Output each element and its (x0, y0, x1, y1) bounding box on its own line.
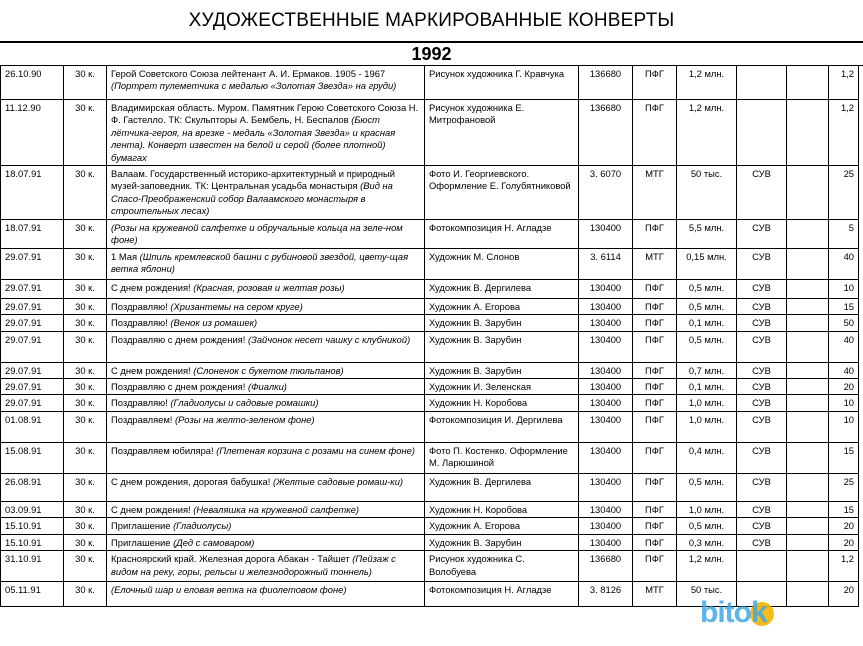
table-row (1, 166, 859, 220)
price-cell: 30 к. (64, 331, 107, 362)
circulation-cell: 5,5 млн. (677, 220, 737, 249)
number-cell: 130400 (579, 501, 633, 517)
catalog-value-cell: 50 (829, 315, 859, 331)
description-cell (107, 395, 425, 411)
subtype-cell: СУВ (737, 473, 787, 501)
description-text: Красноярский край. Железная дорога Абакан - Тайшет (111, 553, 353, 565)
description-italic: (Шпиль кремлевской башни с рубиновой звездой, цвету-щая ветка яблони) (111, 250, 409, 275)
artist-cell: Художник В. Зарубин (425, 331, 579, 362)
artist-cell: Рисунок художника С. Волобуева (425, 551, 579, 582)
print-method-cell: МТГ (633, 248, 677, 279)
description-cell (107, 315, 425, 331)
artist-cell: Художник В. Дергилева (425, 473, 579, 501)
envelopes-table (0, 65, 859, 607)
table-row (1, 248, 859, 279)
extra-cell (787, 220, 829, 249)
catalog-value-cell: 10 (829, 395, 859, 411)
subtype-cell: СУВ (737, 279, 787, 298)
circulation-cell: 0,7 млн. (677, 362, 737, 378)
description-italic: (Гладиолусы) (173, 520, 232, 532)
table-row (1, 534, 859, 550)
description-text: С днем рождения! (111, 364, 194, 376)
description-text: Валаам. Государственный историко-архитектурный и природный музей-заповедник. ТК: Центральная усадьба монастыря (111, 168, 395, 192)
circulation-cell: 0,5 млн. (677, 298, 737, 314)
table-row (1, 362, 859, 378)
date-cell: 01.08.91 (1, 411, 64, 442)
artist-cell: Художник Н. Коробова (425, 395, 579, 411)
number-cell: 3. 8126 (579, 582, 633, 607)
extra-cell (787, 248, 829, 279)
catalog-value-cell: 20 (829, 582, 859, 607)
description-text: Герой Советского Союза лейтенант А. И. Ермаков. 1905 - 1967 (111, 68, 386, 79)
extra-cell (787, 331, 829, 362)
catalog-value-cell: 5 (829, 220, 859, 249)
description-text: Поздравляем юбиляра! (111, 444, 217, 456)
circulation-cell: 0,15 млн. (677, 248, 737, 279)
print-method-cell: ПФГ (633, 473, 677, 501)
description-italic: (Гладиолусы и садовые ромашки) (170, 397, 319, 409)
date-cell: 29.07.91 (1, 379, 64, 395)
table-row (1, 442, 859, 473)
subtype-cell: СУВ (737, 362, 787, 378)
description-text: Приглашение (111, 520, 174, 532)
circulation-cell: 1,0 млн. (677, 395, 737, 411)
catalog-value-cell: 10 (829, 279, 859, 298)
catalog-value-cell: 40 (829, 248, 859, 279)
subtype-cell: СУВ (737, 220, 787, 249)
description-italic: (Вид на Спасо-Преображенский собор Валаамского монастыря в строительных лесах) (111, 180, 393, 217)
description-italic: (Бюст лётчика-героя, на врезке - медаль «Золотая Звезда» и красная лента). Конверт известен на белой и серой (более плотной) бумагах (111, 114, 396, 163)
artist-cell: Художник А. Егорова (425, 298, 579, 314)
description-text: Поздравляю с днем рождения! (111, 381, 248, 393)
catalog-value-cell: 20 (829, 534, 859, 550)
date-cell: 29.07.91 (1, 298, 64, 314)
description-text: Поздравляем! (111, 413, 176, 425)
print-method-cell: ПФГ (633, 518, 677, 534)
artist-cell: Рисунок художника Е. Митрофановой (425, 100, 579, 166)
description-cell (107, 66, 425, 100)
description-cell (107, 100, 425, 166)
circulation-cell: 0,3 млн. (677, 534, 737, 550)
price-cell: 30 к. (64, 473, 107, 501)
catalog-value-cell: 15 (829, 501, 859, 517)
number-cell: 130400 (579, 473, 633, 501)
circulation-cell: 0,1 млн. (677, 315, 737, 331)
watermark-text: bitok (700, 596, 767, 629)
circulation-cell: 0,1 млн. (677, 379, 737, 395)
artist-cell: Художник В. Зарубин (425, 362, 579, 378)
catalog-value-cell: 1,2 (829, 66, 859, 100)
catalog-value-cell: 15 (829, 442, 859, 473)
table-row (1, 331, 859, 362)
number-cell: 130400 (579, 411, 633, 442)
extra-cell (787, 518, 829, 534)
subtype-cell: СУВ (737, 166, 787, 220)
price-cell: 30 к. (64, 395, 107, 411)
table-row (1, 395, 859, 411)
description-cell (107, 220, 425, 249)
table-row (1, 298, 859, 314)
table-row (1, 315, 859, 331)
print-method-cell: ПФГ (633, 442, 677, 473)
description-italic: (Портрет пулеметчика с медалью «Золотая Звезда» на груди) (111, 80, 397, 92)
number-cell: 130400 (579, 518, 633, 534)
price-cell: 30 к. (64, 66, 107, 100)
extra-cell (787, 166, 829, 220)
extra-cell (787, 411, 829, 442)
print-method-cell: ПФГ (633, 279, 677, 298)
description-cell (107, 534, 425, 550)
print-method-cell: ПФГ (633, 66, 677, 100)
circulation-cell: 1,2 млн. (677, 66, 737, 100)
print-method-cell: ПФГ (633, 331, 677, 362)
price-cell: 30 к. (64, 279, 107, 298)
description-text: 1 Мая (111, 250, 140, 262)
number-cell: 130400 (579, 220, 633, 249)
date-cell: 29.07.91 (1, 279, 64, 298)
print-method-cell: ПФГ (633, 220, 677, 249)
table-row (1, 411, 859, 442)
price-cell: 30 к. (64, 551, 107, 582)
subtype-cell (737, 66, 787, 100)
number-cell: 130400 (579, 331, 633, 362)
circulation-cell: 0,4 млн. (677, 442, 737, 473)
date-cell: 26.08.91 (1, 473, 64, 501)
date-cell: 15.10.91 (1, 534, 64, 550)
table-row (1, 66, 859, 100)
artist-cell: Фото И. Георгиевского. Оформление Е. Голубятниковой (425, 166, 579, 220)
price-cell: 30 к. (64, 220, 107, 249)
artist-cell: Фотокомпозиция И. Дергилева (425, 411, 579, 442)
price-cell: 30 к. (64, 315, 107, 331)
print-method-cell: ПФГ (633, 315, 677, 331)
date-cell: 29.07.91 (1, 395, 64, 411)
price-cell: 30 к. (64, 248, 107, 279)
catalog-value-cell: 20 (829, 518, 859, 534)
print-method-cell: ПФГ (633, 379, 677, 395)
date-cell: 29.07.91 (1, 362, 64, 378)
print-method-cell: ПФГ (633, 551, 677, 582)
subtype-cell: СУВ (737, 298, 787, 314)
extra-cell (787, 66, 829, 100)
description-cell (107, 411, 425, 442)
description-text: Поздравляю! (111, 397, 171, 409)
artist-cell: Художник Н. Коробова (425, 501, 579, 517)
description-text: Поздравляю с днем рождения! (111, 333, 248, 345)
subtype-cell: СУВ (737, 379, 787, 395)
subtype-cell: СУВ (737, 395, 787, 411)
description-italic: (Розы на желто-зеленом фоне) (175, 413, 315, 425)
print-method-cell: ПФГ (633, 395, 677, 411)
catalog-value-cell: 40 (829, 331, 859, 362)
price-cell: 30 к. (64, 100, 107, 166)
artist-cell: Художник В. Дергилева (425, 279, 579, 298)
extra-cell (787, 551, 829, 582)
price-cell: 30 к. (64, 166, 107, 220)
description-text: С днем рождения, дорогая бабушка! (111, 475, 273, 487)
number-cell: 3. 6114 (579, 248, 633, 279)
watermark-logo (700, 596, 820, 632)
artist-cell: Художник В. Зарубин (425, 534, 579, 550)
year-header: 1992 (0, 42, 863, 66)
artist-cell: Фото П. Костенко. Оформление М. Ларюшиной (425, 442, 579, 473)
description-italic: (Дед с самоваром) (173, 536, 255, 548)
price-cell: 30 к. (64, 582, 107, 607)
subtype-cell (737, 551, 787, 582)
price-cell: 30 к. (64, 518, 107, 534)
description-italic: (Желтые садовые ромаш-ки) (272, 475, 404, 487)
description-cell (107, 379, 425, 395)
extra-cell (787, 298, 829, 314)
circulation-cell: 50 тыс. (677, 582, 737, 607)
date-cell: 29.07.91 (1, 315, 64, 331)
circulation-cell: 1,0 млн. (677, 411, 737, 442)
subtype-cell: СУВ (737, 501, 787, 517)
table-row (1, 220, 859, 249)
description-italic: (Розы на кружевной салфетке и обручальные кольца на зеле-ном фоне) (111, 222, 403, 246)
table-row (1, 518, 859, 534)
date-cell: 31.10.91 (1, 551, 64, 582)
circulation-cell: 0,5 млн. (677, 331, 737, 362)
extra-cell (787, 379, 829, 395)
extra-cell (787, 100, 829, 166)
extra-cell (787, 501, 829, 517)
catalog-value-cell: 20 (829, 379, 859, 395)
print-method-cell: ПФГ (633, 100, 677, 166)
circulation-cell: 1,2 млн. (677, 100, 737, 166)
date-cell: 11.12.90 (1, 100, 64, 166)
description-cell (107, 551, 425, 582)
print-method-cell: ПФГ (633, 534, 677, 550)
print-method-cell: ПФГ (633, 411, 677, 442)
extra-cell (787, 473, 829, 501)
number-cell: 130400 (579, 315, 633, 331)
date-cell: 18.07.91 (1, 220, 64, 249)
description-text: Поздравляю! (111, 317, 171, 329)
subtype-cell: СУВ (737, 442, 787, 473)
price-cell: 30 к. (64, 379, 107, 395)
date-cell: 29.07.91 (1, 248, 64, 279)
number-cell: 136680 (579, 551, 633, 582)
catalog-value-cell: 25 (829, 166, 859, 220)
number-cell: 130400 (579, 298, 633, 314)
date-cell: 05.11.91 (1, 582, 64, 607)
table-row (1, 501, 859, 517)
print-method-cell: МТГ (633, 166, 677, 220)
extra-cell (787, 442, 829, 473)
subtype-cell: СУВ (737, 518, 787, 534)
description-italic: (Фиалки) (247, 381, 287, 393)
print-method-cell: ПФГ (633, 298, 677, 314)
description-text: Приглашение (111, 536, 174, 548)
description-cell (107, 582, 425, 607)
number-cell: 130400 (579, 442, 633, 473)
subtype-cell: СУВ (737, 534, 787, 550)
extra-cell (787, 362, 829, 378)
artist-cell: Фотокомпозиция Н. Агладзе (425, 582, 579, 607)
description-text: Поздравляю! (111, 300, 171, 312)
circulation-cell: 1,2 млн. (677, 551, 737, 582)
description-italic: (Слоненок с букетом тюльпанов) (193, 364, 344, 376)
artist-cell: Рисунок художника Г. Кравчука (425, 66, 579, 100)
description-cell (107, 166, 425, 220)
circulation-cell: 50 тыс. (677, 166, 737, 220)
number-cell: 130400 (579, 362, 633, 378)
subtype-cell: СУВ (737, 331, 787, 362)
description-cell (107, 501, 425, 517)
description-italic: (Плетеная корзина с розами на синем фоне) (216, 444, 416, 456)
number-cell: 3. 6070 (579, 166, 633, 220)
table-row (1, 379, 859, 395)
date-cell: 03.09.91 (1, 501, 64, 517)
table-row (1, 551, 859, 582)
catalog-value-cell: 40 (829, 362, 859, 378)
artist-cell: Художник А. Егорова (425, 518, 579, 534)
circulation-cell: 0,5 млн. (677, 518, 737, 534)
artist-cell: Фотокомпозиция Н. Агладзе (425, 220, 579, 249)
description-italic: (Зайчонок несет чашку с клубникой) (247, 333, 411, 345)
subtype-cell: СУВ (737, 315, 787, 331)
description-cell (107, 442, 425, 473)
description-italic: (Пейзаж с видом на реку, горы, рельсы и железнодорожный тоннель) (111, 553, 396, 577)
price-cell: 30 к. (64, 362, 107, 378)
artist-cell: Художник М. Слонов (425, 248, 579, 279)
number-cell: 136680 (579, 66, 633, 100)
page-title: ХУДОЖЕСТВЕННЫЕ МАРКИРОВАННЫЕ КОНВЕРТЫ (0, 0, 863, 42)
date-cell: 18.07.91 (1, 166, 64, 220)
subtype-cell: СУВ (737, 248, 787, 279)
description-italic: (Елочный шар и еловая ветка на фиолетовом фоне) (111, 584, 347, 596)
description-text: Владимирская область. Муром. Памятник Герою Советского Союза Н. Ф. Гастелло. ТК: Скульпторы А. Бембель, Н. Беспалов (111, 102, 419, 126)
description-cell (107, 298, 425, 314)
number-cell: 130400 (579, 534, 633, 550)
print-method-cell: ПФГ (633, 362, 677, 378)
date-cell: 29.07.91 (1, 331, 64, 362)
price-cell: 30 к. (64, 534, 107, 550)
description-cell (107, 473, 425, 501)
price-cell: 30 к. (64, 442, 107, 473)
description-italic: (Венок из ромашек) (170, 317, 258, 329)
extra-cell (787, 315, 829, 331)
description-italic: (Красная, розовая и желтая розы) (193, 281, 345, 293)
catalog-value-cell: 15 (829, 298, 859, 314)
description-italic: (Хризантемы на сером круге) (170, 300, 303, 312)
artist-cell: Художник И. Зеленская (425, 379, 579, 395)
price-cell: 30 к. (64, 501, 107, 517)
description-cell (107, 331, 425, 362)
number-cell: 130400 (579, 279, 633, 298)
extra-cell (787, 534, 829, 550)
description-text: С днем рождения! (111, 281, 194, 293)
number-cell: 130400 (579, 379, 633, 395)
price-cell: 30 к. (64, 411, 107, 442)
circulation-cell: 1,0 млн. (677, 501, 737, 517)
date-cell: 26.10.90 (1, 66, 64, 100)
description-cell (107, 279, 425, 298)
description-italic: (Неваляшка на кружевной салфетке) (193, 503, 360, 515)
subtype-cell (737, 100, 787, 166)
print-method-cell: ПФГ (633, 501, 677, 517)
date-cell: 15.10.91 (1, 518, 64, 534)
subtype-cell: СУВ (737, 411, 787, 442)
extra-cell (787, 279, 829, 298)
catalog-value-cell: 10 (829, 411, 859, 442)
price-cell: 30 к. (64, 298, 107, 314)
number-cell: 136680 (579, 100, 633, 166)
circulation-cell: 0,5 млн. (677, 279, 737, 298)
description-cell (107, 248, 425, 279)
number-cell: 130400 (579, 395, 633, 411)
table-body (1, 66, 859, 607)
catalog-value-cell: 25 (829, 473, 859, 501)
artist-cell: Художник В. Зарубин (425, 315, 579, 331)
table-row (1, 473, 859, 501)
table-row (1, 100, 859, 166)
description-cell (107, 362, 425, 378)
print-method-cell: МТГ (633, 582, 677, 607)
date-cell: 15.08.91 (1, 442, 64, 473)
catalog-value-cell: 1,2 (829, 551, 859, 582)
circulation-cell: 0,5 млн. (677, 473, 737, 501)
description-cell (107, 518, 425, 534)
table-row (1, 279, 859, 298)
description-text: С днем рождения! (111, 503, 194, 515)
catalog-value-cell: 1,2 (829, 100, 859, 166)
extra-cell (787, 395, 829, 411)
